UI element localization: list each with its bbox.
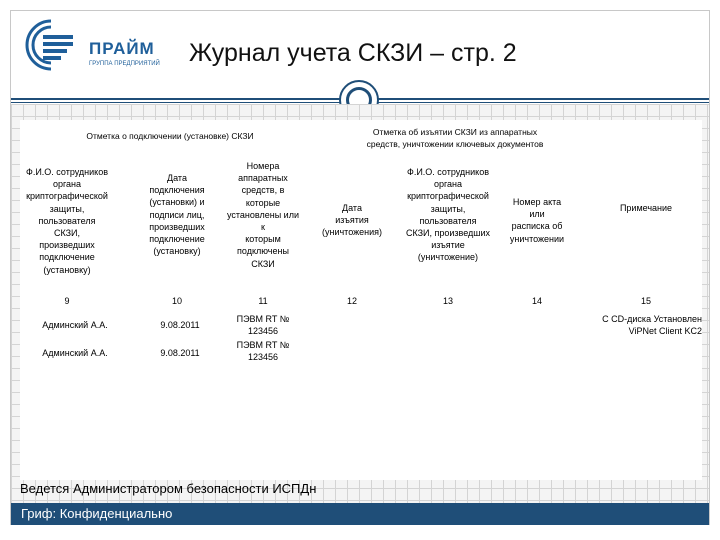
column-header-withdrawal-date: Дата изъятия (уничтожения)	[321, 203, 382, 238]
column-number: 15	[640, 296, 651, 306]
row-name: Админский А.А.	[42, 320, 108, 330]
row-date: 9.08.2011	[160, 320, 200, 330]
footer-bar	[11, 503, 709, 525]
column-number: 14	[531, 296, 542, 306]
logo-name: ПРАЙМ	[89, 39, 155, 58]
column-header-responsible-name: Ф.И.О. сотрудников органа криптографической защиты, пользователя СКЗИ, произведших подключение (установку)	[25, 167, 109, 275]
row-note: С CD-диска Установлен ViPNet Client KC2	[602, 314, 702, 337]
column-header-connection-date: Дата подключения (установки) и подписи лиц, произведших подключение (установку)	[149, 173, 205, 257]
group-header-withdrawal	[310, 126, 600, 150]
column-number: 12	[346, 296, 357, 306]
column-header-note: Примечание	[619, 203, 673, 213]
row-date: 9.08.2011	[160, 348, 200, 358]
prime-logo-icon	[25, 17, 77, 73]
page-title: Журнал учета СКЗИ – стр. 2	[189, 39, 517, 67]
footer-note: Ведется Администратором безопасности ИСПДн	[20, 481, 317, 496]
column-number: 10	[171, 296, 182, 306]
group-header-connection: Отметка о подключении (установке) СКЗИ	[86, 131, 254, 141]
column-header-withdrawal-responsible: Ф.И.О. сотрудников органа криптографической защиты, пользователя СКЗИ, произведших изъятие (уничтожение)	[405, 167, 491, 263]
column-header-hardware: Номера аппаратных средств, в которые установлены или к которым подключены СКЗИ	[227, 161, 299, 269]
group-header-withdrawal-line2: средств, уничтожении ключевых документов	[366, 139, 544, 149]
column-number: 11	[258, 296, 268, 306]
row-hardware: ПЭВМ RT № 123456	[236, 314, 290, 337]
column-number: 9	[64, 296, 70, 306]
logo-subtitle: ГРУППА ПРЕДПРИЯТИЙ	[89, 61, 160, 67]
journal-table	[20, 120, 702, 480]
group-header-withdrawal-line1: Отметка об изъятии СКЗИ из аппаратных	[372, 127, 538, 137]
column-number: 13	[442, 296, 453, 306]
row-hardware: ПЭВМ RT № 123456	[236, 340, 290, 363]
classification-label: Гриф: Конфиденциально	[21, 506, 173, 521]
column-header-act-number: Номер акта или расписка об уничтожении	[509, 197, 565, 244]
company-logo	[25, 17, 175, 77]
row-name: Админский А.А.	[42, 348, 108, 358]
